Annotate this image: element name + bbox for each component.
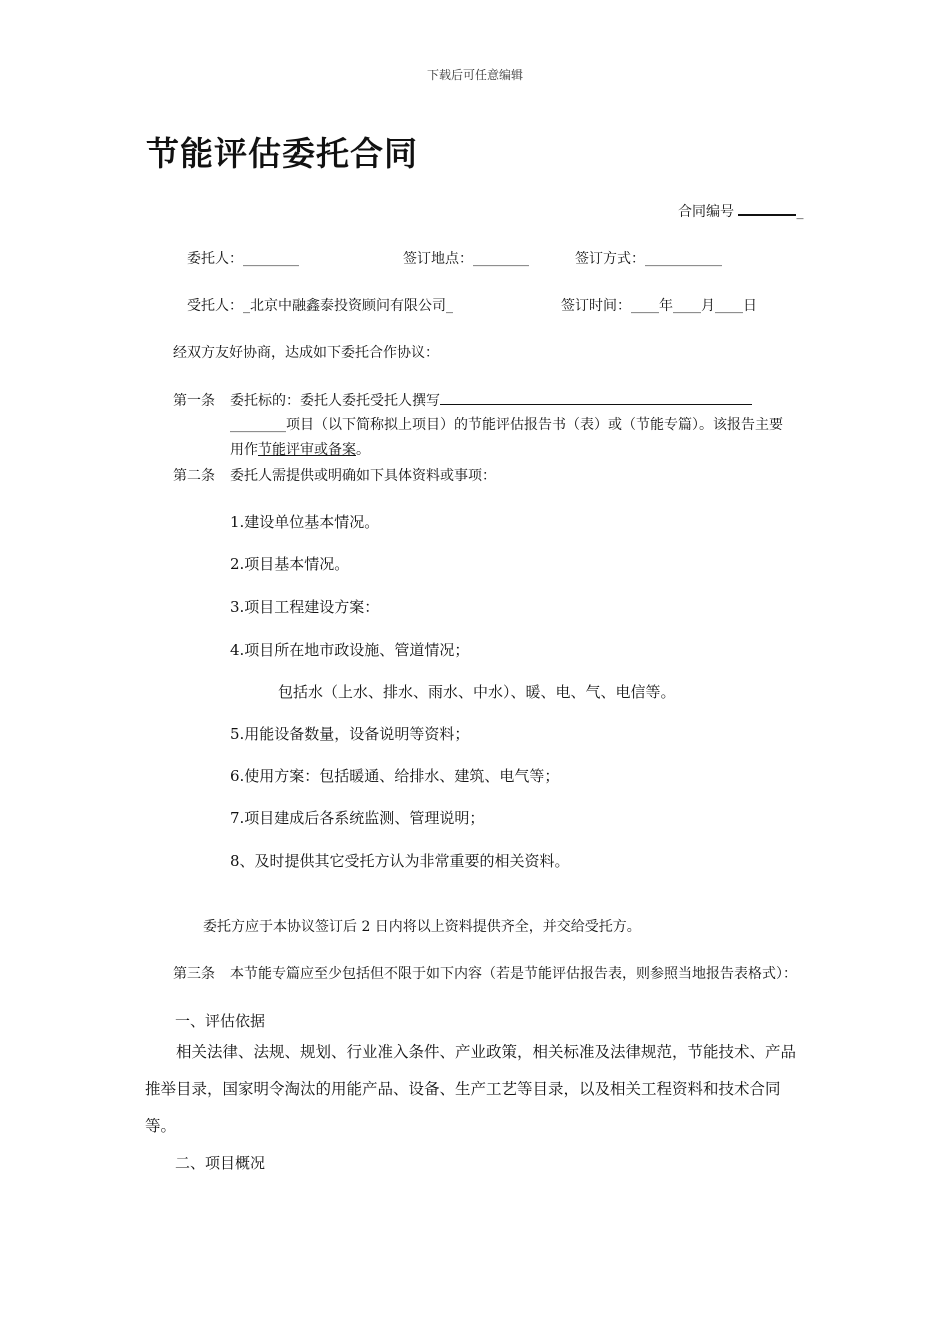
intro-text: 经双方友好协商，达成如下委托合作协议： [173,345,439,361]
sign-method-label: 签订方式： [575,251,645,267]
article1-line3-prefix: 用作 [230,442,258,458]
article2-text: 委托人需提供或明确如下具体资料或事项： [230,468,496,484]
list-item-detail: 包括水（上水、排水、雨水、中水）、暖、电、气、电信等。 [278,683,676,701]
sign-method-value: ___________ [645,251,722,267]
trustee-field [187,295,453,315]
trustee-value: _北京中融鑫泰投资顾问有限公司_ [243,298,453,314]
article1-line3 [230,439,370,459]
contract-number-label: 合同编号 [678,204,734,220]
project-name-blank [440,390,752,405]
article1-line3-suffix: 。 [356,442,370,458]
sign-place-field [403,248,529,268]
document-title: 节能评估委托合同 [146,134,418,173]
article2-label: 第二条 [173,468,215,484]
article3-label: 第三条 [173,966,215,982]
list-item: 7.项目建成后各系统监测、管理说明； [230,809,485,827]
sign-place-label: 签订地点： [403,251,473,267]
list-item: 5.用能设备数量，设备说明等资料； [230,725,470,743]
section1-heading: 一、评估依据 [175,1012,266,1030]
list-item: 8、及时提供其它受托方认为非常重要的相关资料。 [230,852,570,870]
client-field [187,248,299,268]
article2-note: 委托方应于本协议签订后 2 日内将以上资料提供齐全，并交给受托方。 [203,919,641,935]
header-note: 下载后可任意编辑 [426,68,523,82]
list-item: 4.项目所在地市政设施、管道情况； [230,641,470,659]
list-item: 3.项目工程建设方案： [230,598,380,616]
sign-time-value: ____年____月____日 [631,298,757,314]
contract-number-blank [738,200,796,216]
trustee-label: 受托人： [187,298,243,314]
article1-line2 [230,414,783,434]
purpose-link: 节能评审或备案 [258,442,356,458]
section1-body: 相关法律、法规、规划、行业准入条件、产业政策，相关标准及法律规范，节能技术、产品推举目录，国家明令淘汰的用能产品、设备、生产工艺等目录，以及相关工程资料和技术合同等。 [145,1043,797,1135]
client-label: 委托人： [187,251,243,267]
sign-place-value: ________ [473,251,529,267]
contract-number: 合同编号 _ [678,200,803,221]
list-item: 1.建设单位基本情况。 [230,513,380,531]
list-item: 2.项目基本情况。 [230,555,350,573]
sign-method-field [575,248,722,268]
client-value: ________ [243,251,299,267]
sign-time-field [561,295,757,315]
article1-line2-blank: ________ [230,417,286,433]
section2-heading: 二、项目概况 [175,1154,266,1172]
article1-line1-text: 委托标的：委托人委托受托人撰写 [230,393,440,409]
article3-text: 本节能专篇应至少包括但不限于如下内容（若是节能评估报告表，则参照当地报告表格式）： [230,966,797,982]
article1-line1 [230,390,752,410]
article1-line2-text: 项目（以下简称拟上项目）的节能评估报告书（表）或（节能专篇）。该报告主要 [286,417,783,433]
list-item: 6.使用方案：包括暖通、给排水、建筑、电气等； [230,767,560,785]
article1-label: 第一条 [173,393,215,409]
sign-time-label: 签订时间： [561,298,631,314]
